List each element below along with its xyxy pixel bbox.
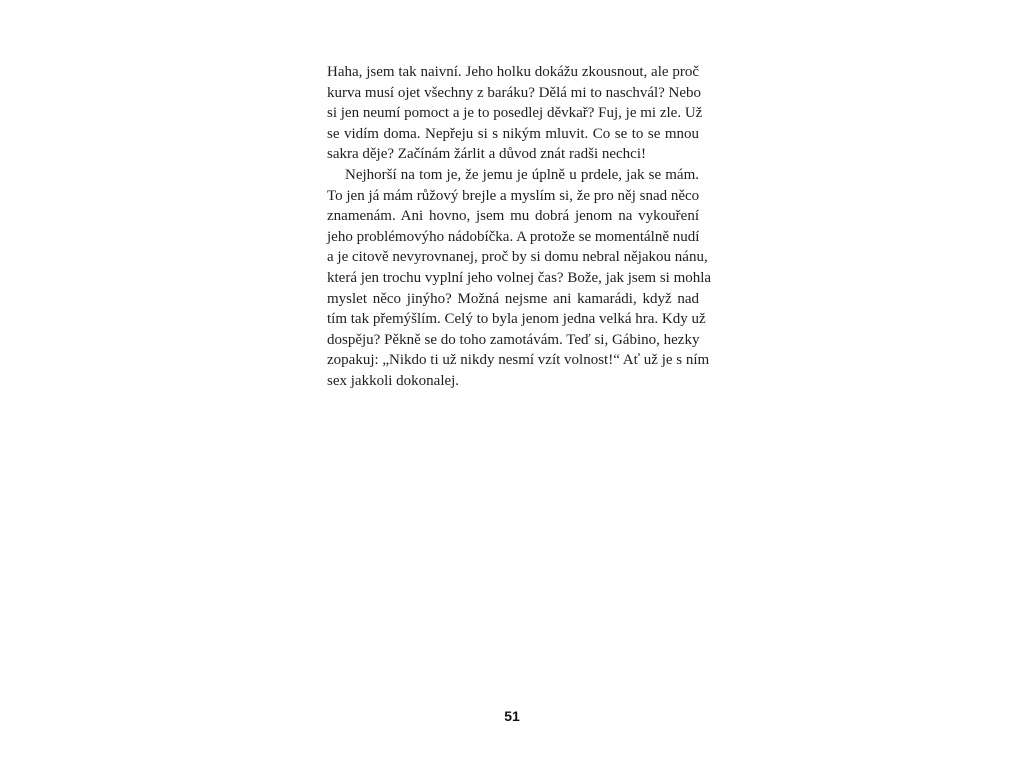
text-line: si jen neumí pomoct a je to posedlej děvkař? Fuj, je mi zle. Už — [327, 105, 703, 122]
text-line: jeho problémovýho nádobíčka. A protože se momentálně nudí — [327, 228, 700, 245]
text-line: sex jakkoli dokonalej. — [327, 372, 460, 389]
text-line: tím tak přemýšlím. Celý to byla jenom jedna velká hra. Kdy už — [327, 311, 706, 328]
text-line: se vidím doma. Nepřeju si s nikým mluvit. Co se to se mnou — [327, 125, 699, 142]
text-line: dospěju? Pěkně se do toho zamotávám. Teď si, Gábino, hezky — [327, 331, 700, 348]
text-line: Nejhorší na tom je, že jemu je úplně u prdele, jak se mám. — [345, 166, 699, 183]
text-line: a je citově nevyrovnanej, proč by si domu nebral nějakou nánu, — [327, 249, 708, 266]
body-text — [327, 62, 712, 392]
paragraph-2 — [327, 165, 712, 392]
text-line: která jen trochu vyplní jeho volnej čas? Bože, jak jsem si mohla — [327, 269, 712, 286]
paragraph-1 — [327, 62, 703, 165]
text-line: myslet něco jinýho? Možná nejsme ani kamarádi, když nad — [327, 290, 699, 307]
text-line: kurva musí ojet všechny z baráku? Dělá mi to naschvál? Nebo — [327, 84, 702, 101]
text-line: znamenám. Ani hovno, jsem mu dobrá jenom na vykouření — [327, 208, 699, 225]
text-line: Haha, jsem tak naivní. Jeho holku dokážu zkousnout, ale proč — [327, 64, 699, 80]
text-line: sakra děje? Začínám žárlit a důvod znát radši nechci! — [327, 146, 647, 163]
text-line: zopakuj: „Nikdo ti už nikdy nesmí vzít volnost!“ Ať už je s ním — [327, 352, 710, 369]
text-line: To jen já mám růžový brejle a myslím si, že pro něj snad něco — [327, 187, 700, 204]
page-number: 51 — [504, 708, 520, 724]
